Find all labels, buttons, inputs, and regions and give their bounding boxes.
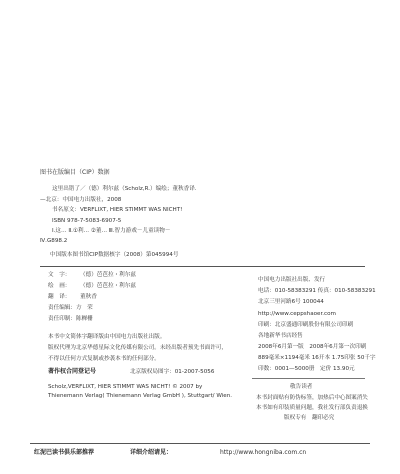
credit-illustration	[48, 283, 136, 290]
cip-line-1: 这里出错了／（德）利尔兹（Scholz,R.）编绘；董秋香译.	[52, 186, 197, 192]
cip-line-2: —北京：中国电力出版社，2008	[40, 197, 122, 203]
cip-line-6: Ⅳ.G898.2	[40, 238, 68, 244]
original-copyright-line-2: Thienemann Verlag( Thienemann Verlag GmbH ), Stuttgart/ Wien.	[48, 393, 233, 399]
footer-details-label: 详细介绍请见：	[130, 449, 173, 456]
reader-notice-title: 敬告读者	[290, 384, 313, 390]
editor-responsible-label: 责任编辑：	[48, 305, 76, 311]
printing-line-1: 印刷：北京盛通印刷股份有限公司印刷	[258, 322, 354, 328]
cip-line-3: 书名原文：VERFLIXT, HIER STIMMT WAS NICHT!	[52, 207, 183, 213]
credit-text	[48, 272, 136, 279]
editor-printing-value: 陈樨栅	[75, 316, 93, 322]
reader-notice-top-rule	[252, 378, 365, 379]
top-divider	[40, 266, 365, 267]
original-copyright-line-1: Scholz,VERFLIXT, HIER STIMMT WAS NICHT! © 2007 by	[48, 384, 203, 390]
publisher-line-2: 电话：010-58383291 传真：010-58383291	[258, 288, 376, 294]
printing-line-2: 各地新华书店经售	[258, 333, 303, 339]
printing-line-4: 889毫米×1194毫米 16开本 1.75印张 50千字	[258, 355, 376, 361]
notice-line-2: 版权代理为北京华德星际文化传媒有限公司。未经出版者预先书面许可，	[48, 345, 228, 351]
printing-line-5: 印数：0001—5000册 定价 13.90元	[258, 366, 355, 372]
footer-website-link[interactable]: http://www.hongniba.com.cn	[220, 449, 307, 456]
credit-illustration-value: （德）芭芭拉・利尔兹	[80, 283, 136, 289]
editor-printing	[48, 316, 93, 323]
reader-notice-line-3: 版权专有 翻印必究	[284, 415, 335, 421]
printing-line-3: 2008年6月第一版 2008年6月第一次印刷	[258, 344, 367, 350]
footer-divider	[30, 443, 370, 444]
editor-responsible-value: 方 荣	[75, 305, 93, 311]
cip-line-4: ISBN 978-7-5083-6907-5	[52, 218, 122, 224]
cip-core-data: 中国版本图书馆CIP数据核字（2008）第045994号	[50, 252, 179, 258]
publisher-line-3: 北京三里河路6号 100044	[258, 299, 324, 305]
editor-responsible	[48, 305, 93, 312]
credit-translator-label: 翻 译：	[48, 294, 71, 300]
credit-illustration-label: 绘 画：	[48, 283, 71, 289]
publisher-line-1: 中国电力出版社出版、发行	[258, 277, 326, 283]
credit-translator	[48, 294, 97, 301]
reader-notice-line-2: 本书如有印装质量问题，我社发行部负责退换	[256, 405, 368, 411]
credit-text-value: （德）芭芭拉・利尔兹	[80, 272, 136, 278]
publisher-website[interactable]: http://www.ceppshaoer.com	[258, 311, 337, 317]
notice-line-1: 本书中文简体字翻译版由中国电力出版社出版。	[48, 334, 166, 340]
notice-line-3: 不得以任何方式复制或抄袭本书的任何部分。	[48, 356, 160, 362]
credit-translator-value: 董秋香	[80, 294, 97, 300]
cip-heading: 图书在版编目（CIP）数据	[40, 169, 110, 176]
editor-printing-label: 责任印制：	[48, 316, 76, 322]
cip-line-5: Ⅰ.这… Ⅱ.①利… ②董… Ⅲ.智力游戏－儿童读物－	[52, 228, 171, 234]
credit-text-label: 文 字：	[48, 272, 71, 278]
registration-value: 北京版权局图字：01-2007-5056	[130, 369, 215, 375]
registration-title: 著作权合同登记号	[48, 368, 97, 375]
footer-club-recommendation: 红泥巴读书俱乐部推荐	[34, 449, 95, 456]
reader-notice-line-1: 本书封面贴有防伪标签，加热后中心图案消失	[256, 395, 368, 401]
